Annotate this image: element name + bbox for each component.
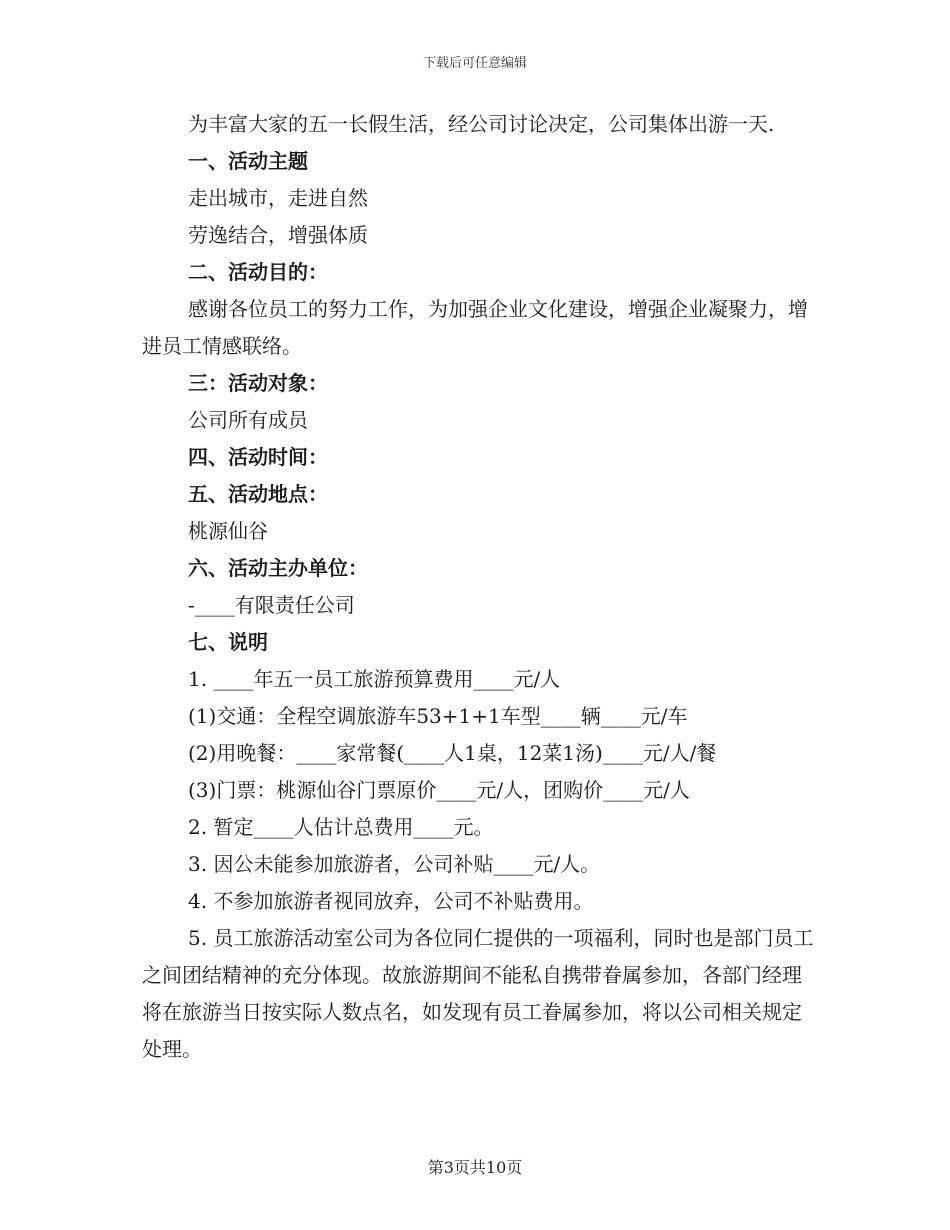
heading-theme: 一、活动主题 [188, 149, 308, 173]
heading-organizer: 六、活动主办单位： [188, 556, 368, 580]
page-footer: 第3页共10页 [427, 1158, 523, 1177]
note-item-1-tickets: (3)门票：桃源仙谷门票原价____元/人，团购价____元/人 [188, 778, 690, 802]
document-body [142, 106, 814, 1068]
location-line: 桃源仙谷 [188, 519, 268, 543]
heading-target: 三：活动对象： [188, 371, 328, 395]
theme-line-2: 劳逸结合，增强体质 [188, 223, 368, 247]
heading-location: 五、活动地点： [188, 482, 328, 506]
heading-notes: 七、说明 [188, 630, 268, 654]
theme-line-1: 走出城市，走进自然 [188, 186, 368, 210]
note-item-1-dinner: (2)用晚餐：____家常餐(____人1桌，12菜1汤)____元/人/餐 [188, 741, 717, 765]
organizer-line: -____有限责任公司 [188, 593, 355, 617]
heading-purpose: 二、活动目的： [188, 260, 328, 284]
page-header: 下载后可任意编辑 [422, 56, 527, 71]
heading-time: 四、活动时间： [188, 445, 328, 469]
note-item-4: 4. 不参加旅游者视同放弃，公司不补贴费用。 [188, 889, 594, 913]
note-item-3: 3. 因公未能参加旅游者，公司补贴____元/人。 [188, 852, 601, 876]
intro-paragraph: 为丰富大家的五一长假生活，经公司讨论决定，公司集体出游一天. [188, 112, 775, 136]
note-item-5: 5. 员工旅游活动室公司为各位同仁提供的一项福利，同时也是部门员工之间团结精神的充分体现。故旅游期间不能私自携带眷属参加，各部门经理将在旅游当日按实际人数点名，如发现有员工眷属参加，将以公司相关规定处理。 [142, 926, 814, 1061]
target-line: 公司所有成员 [188, 408, 308, 432]
note-item-1: 1. ____年五一员工旅游预算费用____元/人 [188, 667, 561, 691]
purpose-paragraph: 感谢各位员工的努力工作，为加强企业文化建设，增强企业凝聚力，增进员工情感联络。 [142, 297, 808, 358]
note-item-2: 2. 暂定____人估计总费用____元。 [188, 815, 494, 839]
note-item-1-transport: (1)交通：全程空调旅游车53+1+1车型____辆____元/车 [188, 704, 688, 728]
